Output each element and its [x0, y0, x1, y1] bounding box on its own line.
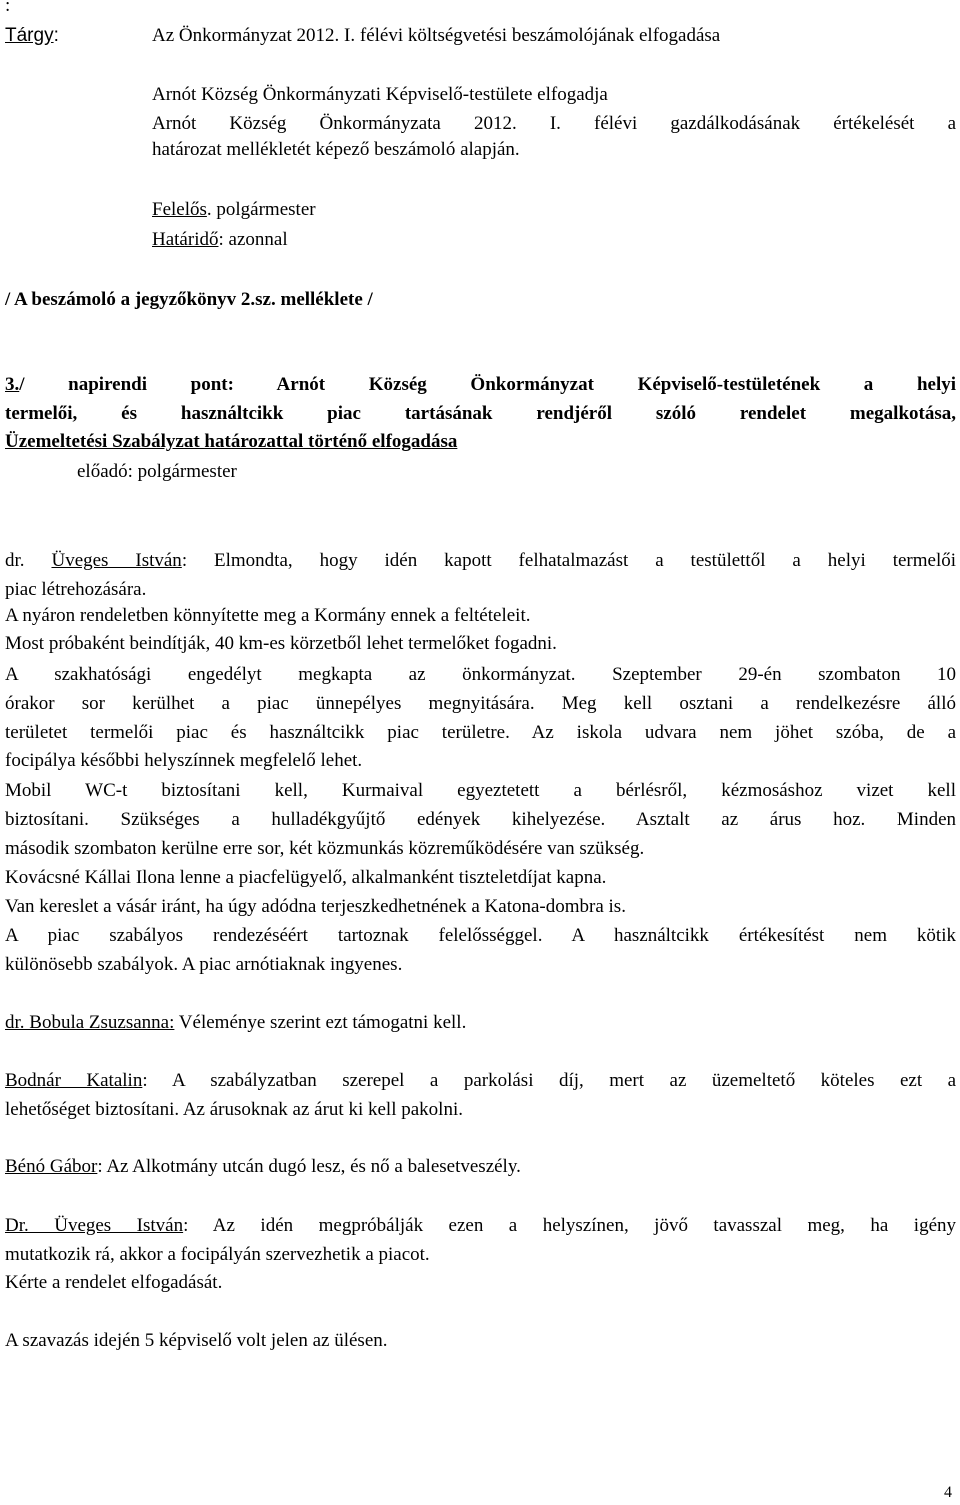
- page-number: 4: [944, 1484, 952, 1501]
- resolution-line-3: határozat mellékletét képező beszámoló alapján.: [152, 139, 520, 160]
- p1-line-12: Kovácsné Kállai Ilona lenne a piacfelügyelő, alkalmanként tiszteletdíjat kapna.: [5, 867, 607, 888]
- agenda-presenter: előadó: polgármester: [77, 461, 237, 482]
- p4-text: : Az Alkotmány utcán dugó lesz, és nő a balesetveszély.: [97, 1156, 521, 1177]
- agenda-heading-1: / napirendi pont: Arnót Község Önkormányzat Képviselő-testületének a helyi: [19, 374, 956, 395]
- p4-line: [5, 1155, 521, 1179]
- p5-speaker: Dr. Üveges István: [5, 1215, 184, 1236]
- agenda-number: 3.: [5, 374, 20, 395]
- p6-line: A szavazás idején 5 képviselő volt jelen az ülésen.: [5, 1330, 388, 1351]
- p1-line-7: területet termelői piac és használtcikk piac területre. Az iskola udvara nem jöhet szóba, de a: [5, 722, 956, 743]
- p1-line-6: órakor sor kerülhet a piac ünnepélyes megnyitására. Meg kell osztani a rendelkezésre álló: [5, 693, 956, 714]
- p1-line-15: különösebb szabályok. A piac arnótiaknak ingyenes.: [5, 954, 403, 975]
- agenda-line-3: Üzemeltetési Szabályzat határozattal történő elfogadása: [5, 431, 458, 452]
- agenda-line-2: termelői, és használtcikk piac tartásának rendjéről szóló rendelet megalkotása,: [5, 403, 956, 424]
- p2-line: [5, 1011, 466, 1035]
- responsible-line: [152, 198, 316, 222]
- agenda-line-1: [5, 370, 956, 399]
- p1-line-9: Mobil WC-t biztosítani kell, Kurmaival egyeztetett a bérlésről, kézmosáshoz vizet kell: [5, 780, 956, 801]
- p3-text-1: : A szabályzatban szerepel a parkolási díj, mert az üzemeltető köteles ezt a: [142, 1070, 957, 1091]
- deadline-value: : azonnal: [218, 229, 288, 250]
- p1-line-2: piac létrehozására.: [5, 579, 147, 600]
- p3-line-2: lehetőséget biztosítani. Az árusoknak az árut ki kell pakolni.: [5, 1099, 463, 1120]
- p1-line-11: második szombaton kerülne erre sor, két közmunkás közreműködésére van szükség.: [5, 838, 645, 859]
- p4-speaker: Bénó Gábor: [5, 1156, 98, 1177]
- p1-line-1: [5, 546, 956, 575]
- p1-line-13: Van kereslet a vásár iránt, ha úgy adódna terjeszkedhetnének a Katona-dombra is.: [5, 896, 626, 917]
- p1-line-8: focipálya későbbi helyszínnek megfelelő lehet.: [5, 750, 363, 771]
- deadline-line: [152, 228, 288, 252]
- annex-note: / A beszámoló a jegyzőkönyv 2.sz. melléklete /: [5, 289, 373, 310]
- p3-line-1: [5, 1066, 956, 1095]
- p2-speaker: dr. Bobula Zsuzsanna:: [5, 1012, 175, 1033]
- p1-line-14: A piac szabályos rendezéséért tartoznak felelősséggel. A használtcikk értékesítést nem kötik: [5, 925, 956, 946]
- p1-prefix: dr.: [5, 550, 52, 571]
- p1-speaker: Üveges István: [51, 550, 182, 571]
- subject-label: [5, 24, 59, 48]
- resolution-line-1: Arnót Község Önkormányzati Képviselő-testülete elfogadja: [152, 84, 608, 105]
- p1-line-5: A szakhatósági engedélyt megkapta az önkormányzat. Szeptember 29-én szombaton 10: [5, 664, 956, 685]
- resolution-line-2: Arnót Község Önkormányzata 2012. I. félévi gazdálkodásának értékelését a: [152, 113, 956, 134]
- p5-text-1: : Az idén megpróbálják ezen a helyszínen, jövő tavasszal meg, ha igény: [183, 1215, 956, 1236]
- p5-line-2: mutatkozik rá, akkor a focipályán szervezhetik a piacot.: [5, 1244, 430, 1265]
- subject-label-text: Tárgy: [5, 25, 54, 46]
- deadline-label: Határidő: [152, 229, 219, 250]
- p1-line-3: A nyáron rendeletben könnyítette meg a Kormány ennek a feltételeit.: [5, 605, 531, 626]
- header-colon: :: [5, 0, 11, 16]
- p5-line-1: [5, 1211, 956, 1240]
- p1-line-4: Most próbaként beindítják, 40 km-es körzetből lehet termelőket fogadni.: [5, 633, 557, 654]
- p1-text-1: : Elmondta, hogy idén kapott felhatalmazást a testülettől a helyi termelői: [181, 550, 957, 571]
- responsible-label: Felelős: [152, 199, 207, 220]
- p1-line-10: biztosítani. Szükséges a hulladékgyűjtő edények kihelyezése. Asztalt az árus hoz. Minden: [5, 809, 956, 830]
- subject-text: Az Önkormányzat 2012. I. félévi költségvetési beszámolójának elfogadása: [152, 25, 721, 46]
- responsible-value: . polgármester: [206, 199, 316, 220]
- p2-text: Véleménye szerint ezt támogatni kell.: [174, 1012, 467, 1033]
- subject-label-colon: :: [53, 25, 59, 46]
- p5-line-3: Kérte a rendelet elfogadását.: [5, 1272, 223, 1293]
- p3-speaker: Bodnár Katalin: [5, 1070, 143, 1091]
